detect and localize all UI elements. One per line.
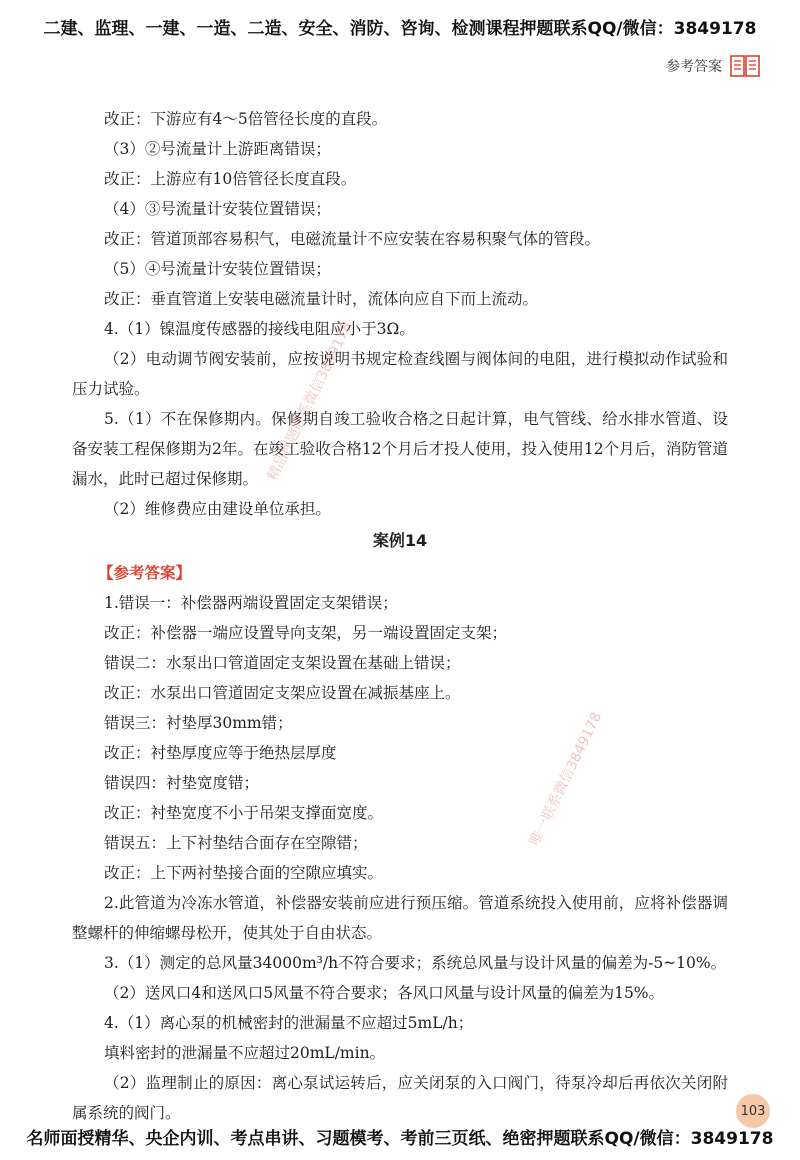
text-line: （2）送风口4和送风口5风量不符合要求；各风口风量与设计风量的偏差为15%。 (104, 984, 665, 1002)
text-line: （2）维修费应由建设单位承担。 (104, 500, 331, 518)
paragraph-compensator: 2.此管道为冷冻水管道，补偿器安装前应进行预压缩。管道系统投入使用前，应将补偿器调整螺杆的伸缩螺母松开，使其处于自由状态。 (72, 894, 728, 942)
paragraph-airflow: 3.（1）测定的总风量34000m³/h不符合要求；系统总风量与设计风量的偏差为-5~10%。 (104, 954, 727, 972)
reference-answer-label: 【参考答案】 (98, 564, 192, 582)
text-line: 改正：补偿器一端应设置导向支架，另一端设置固定支架； (104, 624, 508, 642)
text-line: 改正：垂直管道上安装电磁流量计时，流体向应自下而上流动。 (104, 290, 539, 308)
book-icon (730, 54, 760, 78)
top-banner: 二建、监理、一建、一造、二造、安全、消防、咨询、检测课程押题联系QQ/微信：3849178 (43, 19, 757, 39)
text-line: 改正：水泵出口管道固定支架应设置在减振基座上。 (104, 684, 461, 702)
answer-content (72, 104, 728, 1128)
text-line: 错误五：上下衬垫结合面存在空隙错； (104, 834, 368, 852)
text-line: （4）③号流量计安装位置错误； (104, 200, 331, 218)
text-line: 错误二：水泵出口管道固定支架设置在基础上错误； (104, 654, 461, 672)
text-line: 改正：衬垫宽度不小于吊架支撑面宽度。 (104, 804, 384, 822)
text-line: 改正：上下两衬垫接合面的空隙应填实。 (104, 864, 384, 882)
page-number: 103 (736, 1094, 770, 1128)
paragraph-pump: （2）监理制止的原因：离心泵试运转后，应关闭泵的入口阀门，待泵冷却后再依次关闭附属系统的阀门。 (72, 1074, 728, 1122)
text-line: 改正：下游应有4～5倍管径长度的直段。 (104, 110, 388, 128)
text-line: 改正：上游应有10倍管径长度直段。 (104, 170, 357, 188)
bottom-banner: 名师面授精华、央企内训、考点串讲、习题模考、考前三页纸、绝密押题联系QQ/微信：3849178 (26, 1129, 774, 1149)
text-line: （3）②号流量计上游距离错误； (104, 140, 331, 158)
watermark: 精品押题联系微信3849178 (264, 319, 356, 484)
paragraph-warranty: 5.（1）不在保修期内。保修期自竣工验收合格之日起计算，电气管线、给水排水管道、设备安装工程保修期为2年。在竣工验收合格12个月后才投人使用，投入使用12个月后，消防管道漏水，此时已超过保修期。 (72, 410, 728, 488)
text-line: 改正：管道顶部容易积气，电磁流量计不应安装在容易积聚气体的管段。 (104, 230, 601, 248)
text-line: 4.（1）镍温度传感器的接线电阻应小于3Ω。 (104, 320, 415, 338)
text-line: 4.（1）离心泵的机械密封的泄漏量不应超过5mL/h； (104, 1014, 474, 1032)
text-line: （5）④号流量计安装位置错误； (104, 260, 331, 278)
text-line: 填料密封的泄漏量不应超过20mL/min。 (104, 1044, 386, 1062)
paragraph-valve: （2）电动调节阀安装前，应按说明书规定检查线圈与阀体间的电阻，进行模拟动作试验和压力试验。 (72, 350, 728, 398)
text-line: 错误三：衬垫厚30mm错； (104, 714, 293, 732)
text-line: 1.错误一：补偿器两端设置固定支架错误； (104, 594, 398, 612)
section-tag (666, 54, 760, 78)
text-line: 错误四：衬垫宽度错； (104, 774, 260, 792)
section-label: 参考答案 (666, 59, 722, 75)
watermark: 唯一联系微信3849178 (526, 709, 606, 849)
case-title: 案例14 (372, 531, 428, 550)
text-line: 改正：衬垫厚度应等于绝热层厚度 (104, 744, 337, 762)
